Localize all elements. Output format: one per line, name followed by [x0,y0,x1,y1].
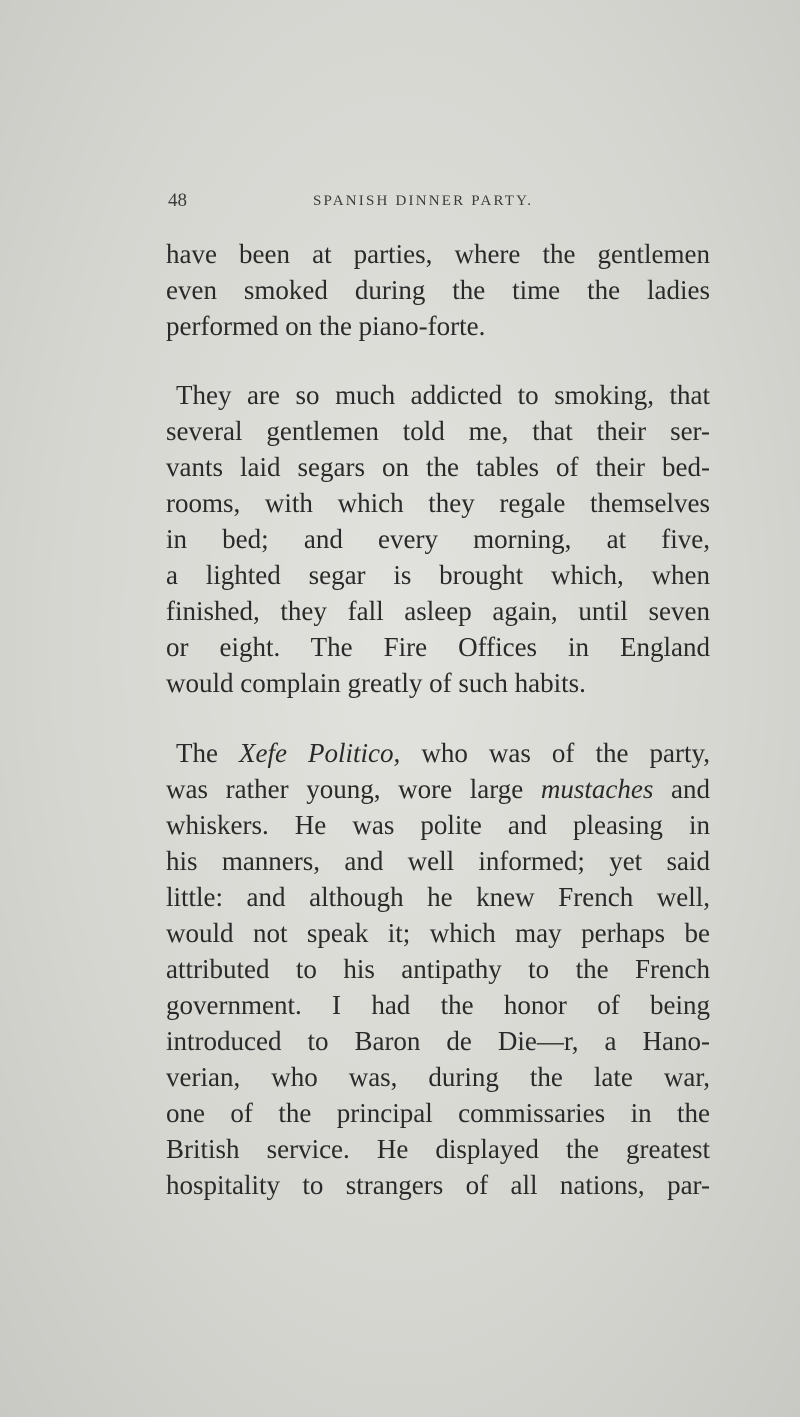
text-line: introduced to Baron de Die—r, a Hano- [166,1026,710,1056]
text-line: verian, who was, during the late war, [166,1062,710,1092]
text-segment: The [176,738,240,768]
text-line [166,735,710,771]
text-line: little: and although he knew French well, [166,882,710,912]
paragraph-gap [166,344,710,377]
text-segment: who was of the party, [400,738,710,768]
text-line [166,771,710,807]
text-line: his manners, and well informed; yet said [166,846,710,876]
text-line: rooms, with which they regale themselves [166,488,710,518]
text-line: performed on the piano-forte. [166,311,486,341]
text-line: even smoked during the time the ladies [166,275,710,305]
text-line: government. I had the honor of being [166,990,710,1020]
text-line: a lighted segar is brought which, when [166,560,710,590]
text-line: in bed; and every morning, at five, [166,524,710,554]
text-line: have been at parties, where the gentlemen [166,239,710,269]
italic-term-mustaches: mustaches [540,774,654,804]
text-line: finished, they fall asleep again, until seven [166,596,710,626]
text-line: several gentlemen told me, that their ser- [166,416,710,446]
running-title: SPANISH DINNER PARTY. [313,193,534,209]
italic-term-xefe-politico: Xefe Politico, [239,738,401,768]
page-number: 48 [168,190,187,211]
text-line: attributed to his antipathy to the French [166,954,710,984]
paragraph-gap [166,701,710,735]
text-line: would not speak it; which may perhaps be [166,918,710,948]
text-line: hospitality to strangers of all nations, par- [166,1170,710,1200]
page-header [168,190,708,220]
paragraph-3 [166,735,710,1203]
paragraph-1 [166,236,710,344]
text-line: whiskers. He was polite and pleasing in [166,810,710,840]
text-line: vants laid segars on the tables of their bed- [166,452,710,482]
text-segment: was rather young, wore large [166,774,541,804]
text-line: British service. He displayed the greatest [166,1134,710,1164]
text-segment: and [653,774,711,804]
body-text [166,236,710,1203]
text-line: They are so much addicted to smoking, that [176,380,710,410]
text-line: would complain greatly of such habits. [166,668,586,698]
text-line: one of the principal commissaries in the [166,1098,710,1128]
paragraph-2 [166,377,710,701]
text-line: or eight. The Fire Offices in England [166,632,710,662]
